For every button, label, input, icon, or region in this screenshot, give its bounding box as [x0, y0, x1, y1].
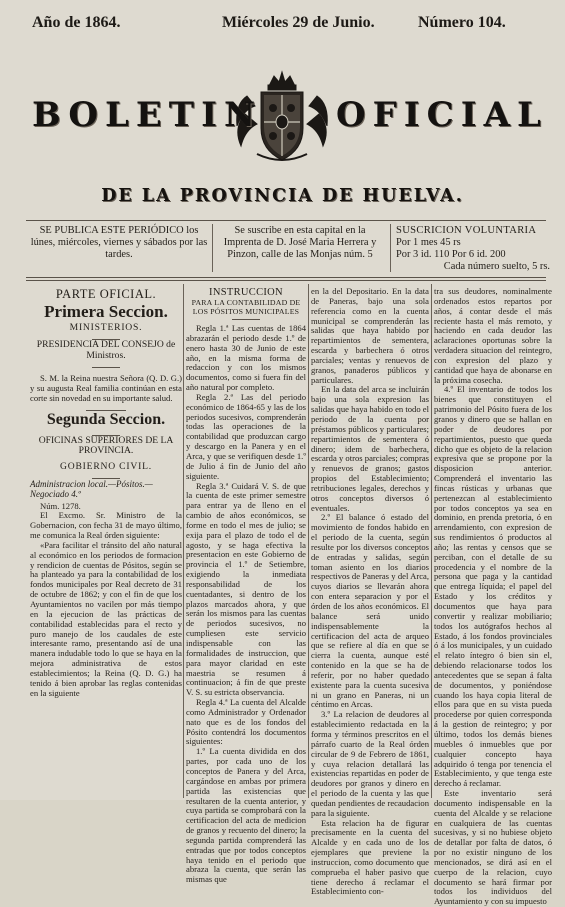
column-divider-3: [431, 284, 432, 798]
col3-paragraph-3: 2.º El balance ó estado del movimiento de fondos habido en el periodo de la cuenta, según resulte por los diversos conceptos de entradas y salidas, según toman asiento en los diarios respectivos de Paneras y del Arca, cuyos diarios se llevarán ahora con entera separacion y por el órden de los años económicos. El balance será unido indispensablemente la certificacion del acta de arqueo que se refiere al día en que se cierra la cuenta, aunque esté contenido en la que se ha de referir, por no haber quedado existente para la cuenta sucesiva ni un grano en Paneras, ni un céntimo en Arcas.: [311, 512, 429, 710]
mini-rule: [92, 367, 120, 368]
issue-date: Miércoles 29 de Junio.: [222, 14, 375, 31]
issue-number: Número 104.: [418, 14, 506, 31]
col3-paragraph-5: Esta relacion ha de figurar precisamente en la cuenta del Alcalde y en cada uno de los ejemplares que previene la instruccion, como documento que comprueba el haber pasivo que tiene derecho á reclamar el Establecimiento con-: [311, 817, 429, 897]
regla-3: Regla 3.ª Cuidará V. S. de que la cuenta de este primer semestre para entrar ya de lleno en el cambio de años económicos, se forme en todo el mes de julio; se exija para el plazo de todo el de agosto, y se haga efectiva la presentacion en este Gobierno de provincia el 1.º de Setiembre, exigiendo la inmediata responsabilidad de los cuentadantes, si dentro de los plazos marcados ahora, y que serán los mismos para las cuentas de periodos sucesivos, no cumpliesen este servicio indispensable con las formalidades de instruccion, que para mayor claridad en este maestria se resumen á continuacion; á fin de que preste V. S. su estricta observancia.: [186, 480, 306, 698]
col3-paragraph-1: en la del Depositario. En la data de Paneras, bajo una sola referencia como en la cuenta municipal se comprenderán las salidas que haya habido por repartimientos de sementera, escarda y barbechera ó otros parciales; ventas y renuevos de granos, panaderos públicos y particulares.: [311, 286, 429, 385]
subscription-prices-title: SUSCRICION VOLUNTARIA: [396, 225, 537, 236]
section-segunda-seccion: Segunda Seccion.: [46, 410, 166, 428]
mini-rule: [232, 319, 260, 320]
section-presidencia: PRESIDENCIA DEL CONSEJO de Ministros.: [36, 339, 176, 361]
section-ministerios: MINISTERIOS.: [69, 322, 143, 333]
title-boletin: BOLETIN: [32, 95, 263, 135]
info-rule-bottom: [26, 280, 546, 281]
info-rule-top: [26, 277, 546, 278]
column-1: [30, 287, 182, 797]
subscription-place-text: Se suscribe en esta capital en la Imprenta de D. José Maria Herrera y Pinzon, calle de las Monjas núm. 5: [223, 225, 377, 260]
publication-schedule: [28, 225, 210, 261]
document-number: Núm. 1278.: [40, 500, 81, 511]
regla-4: Regla 4.ª La cuenta del Alcalde como Administrador y Ordenador nato que es de los fondos del Pósito contendrá los documentos siguientes:: [186, 697, 306, 747]
publication-schedule-text: SE PUBLICA ESTE PERIÓDICO los lúnes, miércoles, viernes y sábados por las tardes.: [30, 225, 208, 260]
price-single-issue: Cada número suelto, 5 rs.: [443, 261, 550, 272]
price-one-month: Por 1 mes 45 rs: [396, 237, 461, 248]
section-parte-oficial: PARTE OFICIAL.: [55, 287, 157, 301]
price-three-six-months: Por 3 id. 110 Por 6 id. 200: [396, 249, 506, 260]
info-divider-1: [212, 224, 213, 272]
instruccion-heading: INSTRUCCION: [209, 287, 283, 298]
column-divider-1: [183, 284, 184, 798]
royal-health-notice: S. M. la Reina nuestra Señora (Q. D. G.) y su augusta Real familia continúan en esta corte sin novedad en su importante salud.: [30, 373, 182, 403]
title-oficial: OFICIAL: [336, 95, 548, 135]
regla-2: Regla 2.ª Las del periodo económico de 1864-65 y las de los periodos sucesivos, comprenderán todas las operaciones de la contabilidad que produzcan cargo y descargo en la Panera y en el Arca, y que se verifiquen desde 1.º de Julio á fin de Junio del año siguiente.: [186, 391, 306, 481]
info-divider-2: [390, 224, 391, 272]
ministry-communication: El Excmo. Sr. Ministro de la Gobernacion, con fecha 31 de mayo último, me comunica la Real órden siguiente:: [30, 510, 182, 541]
administration-reference: Administracion local.—Pósitos.— Negociado 4.º: [30, 478, 153, 499]
col4-paragraph-3: Este inventario será documento indispensable en la cuenta del Alcalde y se relacione en cualquiera de las cuentas sucesivas, y si no hubiese objeto de detallar por falta de datos, ó por no existir ninguno de los mencionados, se dirá así en el cuerpo de la relacion, cuyo documento se hará firmar por todos los individuos del Ayuntamiento y con su impuesto: [434, 788, 552, 907]
subscription-prices: [396, 225, 550, 273]
masthead-top-line: [0, 0, 565, 40]
column-4: [434, 286, 552, 907]
subscription-place: [216, 225, 384, 261]
section-oficinas: OFICINAS SUPERIORES DE LA PROVINCIA.: [38, 434, 174, 457]
instruccion-subheading: PARA LA CONTABILIDAD DE LOS PÓSITOS MUNICIPALES: [191, 298, 301, 316]
column-3: [311, 286, 429, 897]
royal-order-text: «Para facilitar el tránsito del año natural al económico en los periodos de formacion y rendicion de cuentas de Pósitos, según se ha planteado ya para la contabilidad de los fondos municipales por Real decreto de 31 de octubre de 1862; y con el fin de que los Ayuntamientos no vacilen por más tiempo en la ejecucion de las prácticas de contabilidad establecidas para el recto y puro manejo de los caudales de este interesante ramo, presentando así de una manera indudable todo lo que se haya en la mejora administrativa de estos establecimientos; la Reina (Q. D. G.) ha tenido á bien aprobar las reglas contenidas en la siguiente: [30, 539, 182, 698]
col3-paragraph-4: 3.º La relacion de deudores al establecimiento redactada en la forma y términos prescritos en el párrafo cuarto de la Real órden circular de 9 de Febrero de 1861, y cuya relacion detallará las existencias repartidas en poder de deudores por granos y dinero en el periodo de la cuenta y las que quedan pendientes de recaudacion para la siguiente.: [311, 709, 429, 818]
issue-year: Año de 1864.: [32, 14, 121, 31]
header-rule: [26, 220, 546, 221]
masthead-subtitle: DE LA PROVINCIA DE HUELVA.: [101, 186, 464, 206]
col4-paragraph-1: tra sus deudores, nominalmente ordenados estos repartos por años, á contar desde el más reciente hasta el más remoto, y haciendo en cada deudor las aclaraciones oportunas sobre la verdadera situacion del reintegro, con expresion del plazo y cantidad que haya de abonarse en la próxima cosecha.: [434, 286, 552, 385]
section-primera-seccion: Primera Seccion.: [44, 302, 168, 321]
regla-4-item-1: 1.º La cuenta dividida en dos partes, por cada uno de los conceptos de Panera y del Arca, cargándose en ambas por primera partida las existencias que resultaren de la cuenta anterior, y cuya partida se comprobará con la certificacion del acta de medicion de granos y recuento del dinero; la segunda partida comprenderá las entradas que por todos conceptos haya tenido en el periodo que abraza la cuenta, que serán las mismas que: [186, 746, 306, 885]
masthead-title: [0, 92, 565, 138]
column-divider-2: [308, 284, 309, 798]
column-2: [186, 287, 306, 885]
col3-paragraph-2: En la data del arca se incluirán bajo una sola expresion las salidas que haya habido en todo el periodo de la cuenta por préstamos públicos y particulares; repartimientos de sementera ó dinero; idem de barbechera, escarda y otros parciales; compras y renuevos de granos; gastos propios del Establecimiento; retribuciones legales, derechos y otros conceptos diversos ó eventuales.: [311, 384, 429, 513]
section-gobierno-civil: GOBIERNO CIVIL.: [60, 460, 152, 472]
col4-paragraph-2: 4.º El inventario de todos los bienes que constituyen el patrimonio del Pósito fuera de los granos y dinero que se hallan en poder de deudores por repartimientos, puesto que queda dicho que es objeto de la relacion expresiva que se propone por la disposicion anterior. Comprenderá el inventario las fincas rústicas y urbanas que pertenezcan al establecimiento por todos conceptos ya sea en dominio, en prenda pretoria, ó en arrendamiento, con expresion de sus rendimientos ó productos al año; las rentas y censos que se perciban, con el detalle de su procedencia y el nombre de la persona que paga y la cantidad que entrega líquida; el papel del Estado y los créditos y documentos que haya para convertir y realizar mobiliario; todos los autógrafos hechos al Estado, á los fondos provinciales ó á los municipales, y un cuidado el relato íntegro ó bien sin el, debiendo relacionarse todos los antecedentes que se sepan á falta de documentos, y poniéndose cuando los haya copia literal de ellos para que en su vista pueda procederse por quien corresponda á la gestion de reintegro; y por último, todos los demás bienes muebles ó inmuebles que por cualquier concepto haya adquirido ó tenga por tenencia el Establecimiento, y que tenga este derecho á reclamar.: [434, 384, 552, 789]
regla-1: Regla 1.ª Las cuentas de 1864 abrazarán el periodo desde 1.º de enero hasta 30 de Junio de este año, en la misma forma de redaccion y con los mismos documentos, como si fuera fin del año natural por completo.: [186, 323, 306, 393]
